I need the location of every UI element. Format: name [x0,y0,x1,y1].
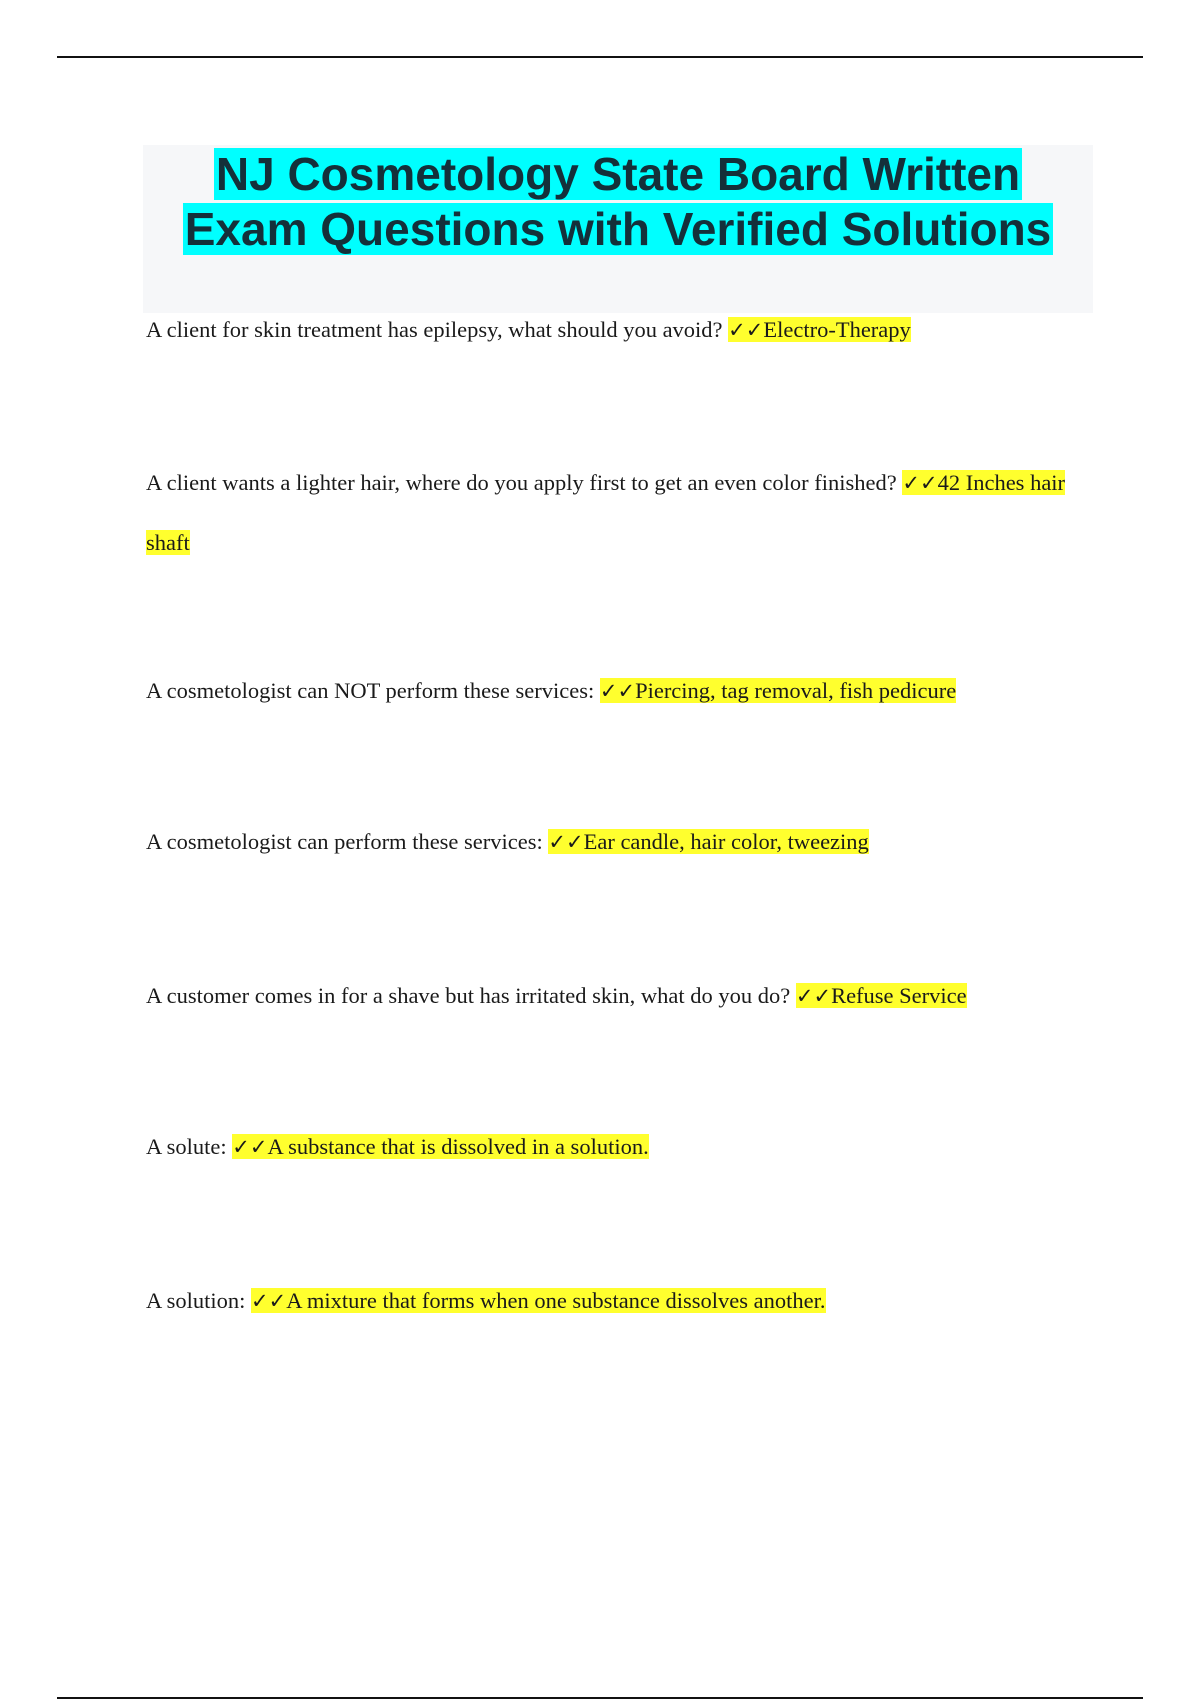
check-mark-icon: ✓✓ [232,1135,268,1159]
answer-highlight [232,1134,648,1159]
qa-item [146,812,1086,872]
qa-item [146,661,1086,721]
question-text: A cosmetologist can perform these services: [146,829,543,854]
answer-text: Piercing, tag removal, fish pedicure [635,678,957,703]
qa-item [146,300,1086,360]
title-line-2: Exam Questions with Verified Solutions [184,203,1052,255]
answer-text: A mixture that forms when one substance dissolves another. [286,1288,826,1313]
qa-item [146,453,1086,573]
answer-highlight [548,829,868,854]
qa-item [146,1271,1086,1331]
check-mark-icon: ✓✓ [902,471,938,495]
answer-highlight [600,678,956,703]
title-banner [143,145,1093,313]
question-text: A cosmetologist can NOT perform these services: [146,678,595,703]
answer-text: 42 Inches hair shaft [146,470,1066,555]
question-text: A solution: [146,1288,246,1313]
question-text: A client wants a lighter hair, where do you apply first to get an even color finished? [146,470,897,495]
qa-item [146,1117,1086,1177]
question-text: A client for skin treatment has epilepsy, what should you avoid? [146,317,723,342]
answer-text: A substance that is dissolved in a solution. [267,1134,649,1159]
question-text: A customer comes in for a shave but has irritated skin, what do you do? [146,983,791,1008]
answer-highlight [728,317,911,342]
answer-text: Ear candle, hair color, tweezing [583,829,869,854]
check-mark-icon: ✓✓ [548,830,584,854]
answer-text: Refuse Service [831,983,967,1008]
bottom-rule [57,1697,1143,1699]
title-line-1: NJ Cosmetology State Board Written [215,148,1021,200]
answer-highlight [251,1288,825,1313]
top-rule [57,56,1143,58]
check-mark-icon: ✓✓ [251,1289,287,1313]
question-text: A solute: [146,1134,227,1159]
document-title [143,145,1093,257]
check-mark-icon: ✓✓ [795,984,832,1008]
answer-text: Electro-Therapy [763,317,911,342]
answer-highlight [796,983,967,1008]
check-mark-icon: ✓✓ [728,318,764,342]
qa-item [146,966,1086,1026]
check-mark-icon: ✓✓ [599,679,636,703]
